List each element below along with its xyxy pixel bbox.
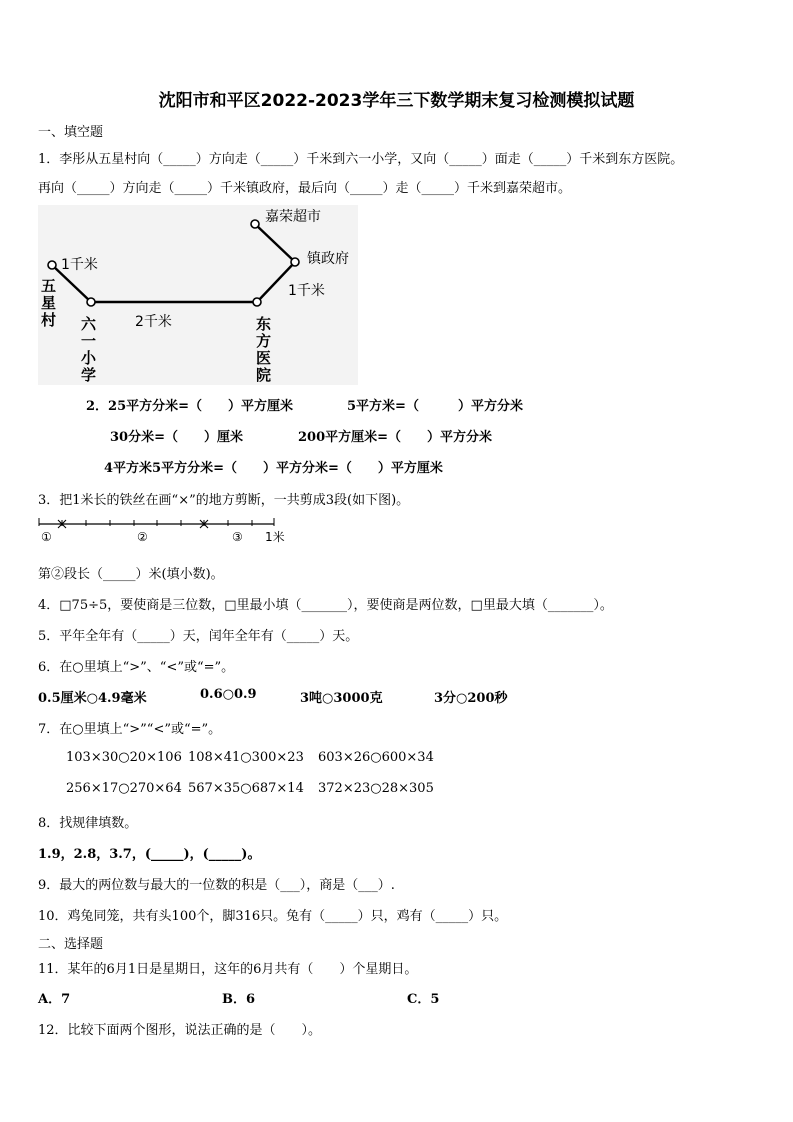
question-7-item-3: 603×26○600×34 <box>318 750 434 765</box>
question-8-text: 8．找规律填数。 <box>38 816 138 831</box>
ruler-label-2: ② <box>137 530 148 544</box>
ruler-diagram <box>36 514 296 548</box>
question-9: 9．最大的两位数与最大的一位数的积是（___），商是（___）. <box>38 878 395 893</box>
question-5: 5．平年全年有（_____）天，闰年全年有（_____）天。 <box>38 629 359 644</box>
question-6-item-1: 0.5厘米○4.9毫米 <box>38 691 147 706</box>
ruler-label-3: ③ <box>232 530 243 544</box>
question-2-item-2: 5平方米=（ ）平方分米 <box>347 399 523 414</box>
label-wuxingcun-2: 星 <box>41 294 57 312</box>
route-map <box>38 205 358 385</box>
question-7-item-5: 567×35○687×14 <box>188 781 304 796</box>
question-4: 4．□75÷5，要使商是三位数，□里最小填（_______），要使商是两位数，□里最大填（_______）。 <box>38 598 613 613</box>
label-liuyi-4: 学 <box>81 366 97 384</box>
label-dongfang-4: 院 <box>256 366 272 384</box>
jiarong-point <box>251 220 259 228</box>
question-6-item-3: 3吨○3000克 <box>300 691 383 706</box>
ruler-label-1: ① <box>41 530 52 544</box>
question-7-item-1: 103×30○20×106 <box>66 750 182 765</box>
question-12: 12．比较下面两个图形，说法正确的是（ ）。 <box>38 1023 322 1038</box>
label-dongfang-2: 方 <box>256 332 272 350</box>
dongfang-point <box>253 298 261 306</box>
liuyi-point <box>87 298 95 306</box>
question-3-text: 3．把1米长的铁丝在画“×”的地方剪断，一共剪成3段(如下图)。 <box>38 493 410 508</box>
question-11-option-c: C．5 <box>407 992 440 1007</box>
question-11-text: 11．某年的6月1日是星期日，这年的6月共有（ ）个星期日。 <box>38 962 418 977</box>
question-1-line-2: 再向（_____）方向走（_____）千米镇政府，最后向（_____）走（_____）千米到嘉荣超市。 <box>38 181 572 196</box>
label-km-right: 1千米 <box>288 283 325 299</box>
section-heading-choice: 二、选择题 <box>38 937 104 952</box>
question-2-item-1: 2．25平方分米=（ ）平方厘米 <box>86 399 294 414</box>
question-3-answer: 第②段长（_____）米(填小数)。 <box>38 567 224 582</box>
question-2-item-5: 4平方米5平方分米=（ ）平方分米=（ ）平方厘米 <box>104 461 443 476</box>
ruler-ticks <box>39 518 274 526</box>
question-2-item-4: 200平方厘米=（ ）平方分米 <box>298 430 493 445</box>
wuxingcun-point <box>48 261 56 269</box>
page-title: 沈阳市和平区2022-2023学年三下数学期末复习检测模拟试题 <box>158 91 635 111</box>
label-km-top-left: 1千米 <box>61 257 98 273</box>
question-7-text: 7．在○里填上“>”“<”或“=”。 <box>38 722 222 737</box>
label-km-middle: 2千米 <box>135 314 172 330</box>
question-1-line-1: 1．李彤从五星村向（_____）方向走（_____）千米到六一小学，又向（_____）面走（_____）千米到东方医院。 <box>38 152 684 167</box>
label-wuxingcun-1: 五 <box>41 277 57 295</box>
question-11-option-b: B．6 <box>222 992 256 1007</box>
section-heading-fill-blank: 一、填空题 <box>38 125 104 140</box>
label-liuyi-3: 小 <box>81 349 97 367</box>
label-jiarong: 嘉荣超市 <box>265 209 321 225</box>
question-8-sequence: 1.9，2.8，3.7，(_____)，(_____)。 <box>38 847 261 862</box>
label-liuyi-1: 六 <box>81 315 97 333</box>
question-6-text: 6．在○里填上“>”、“<”或“=”。 <box>38 660 235 675</box>
label-wuxingcun-3: 村 <box>41 311 57 329</box>
label-liuyi-2: 一 <box>81 332 97 350</box>
question-11-option-a: A．7 <box>38 992 71 1007</box>
question-6-item-4: 3分○200秒 <box>434 691 508 706</box>
question-7-item-2: 108×41○300×23 <box>188 750 304 765</box>
question-7-item-4: 256×17○270×64 <box>66 781 182 796</box>
ruler-label-1m: 1米 <box>265 530 285 544</box>
zhenzhengfu-point <box>291 258 299 266</box>
question-6-item-2: 0.6○0.9 <box>200 687 257 702</box>
label-dongfang-3: 医 <box>256 349 272 367</box>
question-10: 10．鸡兔同笼，共有头100个，脚316只。兔有（_____）只，鸡有（_____）只。 <box>38 909 508 924</box>
label-dongfang-1: 东 <box>256 315 272 333</box>
question-7-item-6: 372×23○28×305 <box>318 781 434 796</box>
label-zhenzhengfu: 镇政府 <box>307 251 349 267</box>
question-2-item-3: 30分米=（ ）厘米 <box>110 430 243 445</box>
